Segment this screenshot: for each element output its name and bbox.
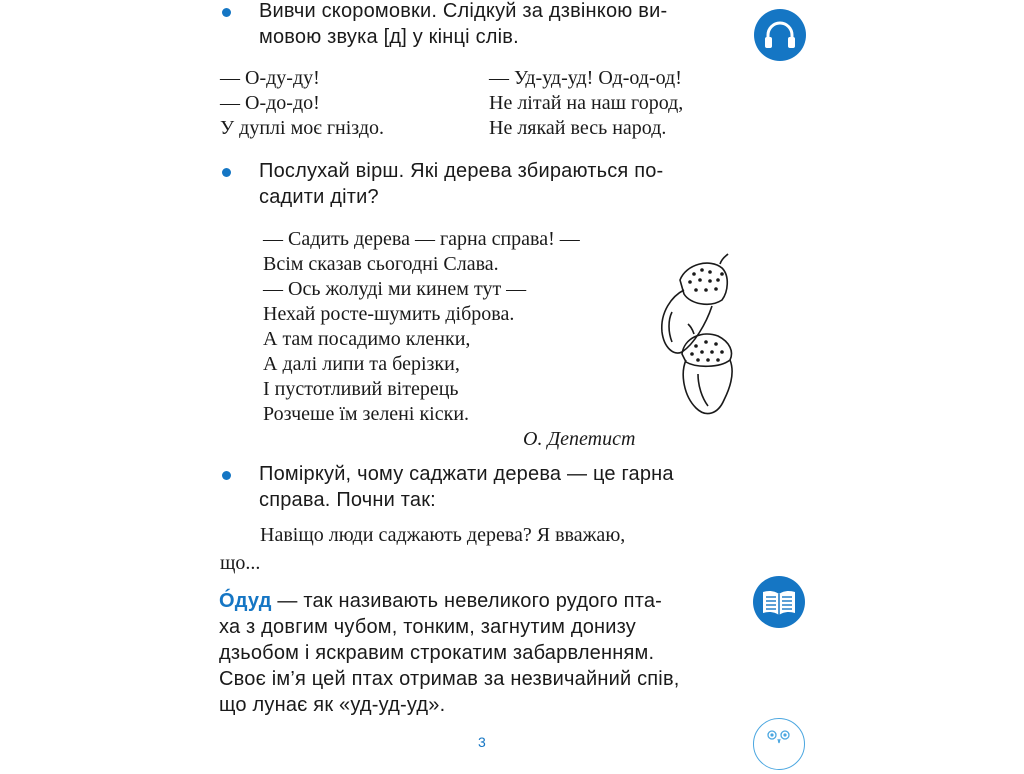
definition-line: дзьобом і яскравим строкатим забарвленням.: [219, 642, 655, 664]
definition-block: [219, 588, 680, 718]
bullet-task-2: [222, 168, 231, 177]
task-1-line-2: мовою звука [д] у кінці слів.: [259, 26, 519, 48]
right-poem-line: Не літай на наш город,: [489, 92, 684, 114]
task-2-line-2: садити діти?: [259, 186, 379, 208]
headphones-icon-glyph: [763, 20, 797, 50]
definition-first-rest: — так називають невеликого рудого пта-: [271, 590, 663, 612]
owl-face-glyph: [754, 719, 804, 769]
poem-line: А далі липи та берізки,: [263, 353, 460, 375]
starter-line-2: що...: [220, 552, 261, 574]
task-3-line-1: Поміркуй, чому саджати дерева — це гарна: [259, 463, 674, 485]
poem-line: І пустотливий вітерець: [263, 378, 459, 400]
definition-term: Óдуд: [219, 590, 272, 612]
task-1-instruction: [259, 0, 667, 50]
poem-line: Розчеше їм зелені кіски.: [263, 403, 470, 425]
page-number: 3: [478, 734, 486, 750]
open-book-icon-glyph: [761, 588, 797, 616]
poem-line: Всім сказав сьогодні Слава.: [263, 253, 499, 275]
poem-line: Нехай росте-шумить діброва.: [263, 303, 515, 325]
left-poem-line: — О-ду-ду!: [220, 67, 320, 89]
bullet-task-3: [222, 471, 231, 480]
open-book-icon[interactable]: [753, 576, 805, 628]
right-poem-line: Не лякай весь народ.: [489, 117, 667, 139]
owl-face-icon[interactable]: [753, 718, 805, 770]
poem-author: О. Депетист: [523, 428, 636, 450]
left-poem-line: У дуплі моє гніздо.: [220, 117, 384, 139]
task-3-line-2: справа. Почни так:: [259, 489, 436, 511]
task-1-line-1: Вивчи скоромовки. Слідкуй за дзвінкою ви-: [259, 0, 668, 22]
definition-line: що лунає як «уд-уд-уд».: [219, 694, 446, 716]
bullet-task-1: [222, 8, 231, 17]
poem-line: — Садить дерева — гарна справа! —: [263, 228, 580, 250]
poem-line: — Ось жолуді ми кинем тут —: [263, 278, 527, 300]
poem: [263, 227, 580, 427]
poem-line: А там посадимо кленки,: [263, 328, 471, 350]
right-poem-line: — Уд-уд-уд! Од-од-од!: [489, 67, 682, 89]
headphones-icon[interactable]: [754, 9, 806, 61]
left-poem-line: — О-до-до!: [220, 92, 320, 114]
definition-line: ха з довгим чубом, тонким, загнутим донизу: [219, 616, 636, 638]
definition-line-1: [219, 588, 680, 614]
tongue-twister-right: [489, 66, 683, 141]
starter-line-1: Навіщо люди саджають дерева? Я вважаю,: [260, 524, 626, 546]
task-2-line-1: Послухай вірш. Які дерева збираються по-: [259, 160, 664, 182]
task-3-instruction: [259, 461, 674, 513]
task-3-starter: [220, 521, 625, 577]
task-2-instruction: [259, 158, 663, 210]
tongue-twister-left: [220, 66, 384, 141]
acorns-illustration: [650, 250, 750, 420]
definition-line: Своє ім’я цей птах отримав за незвичайний спів,: [219, 668, 680, 690]
